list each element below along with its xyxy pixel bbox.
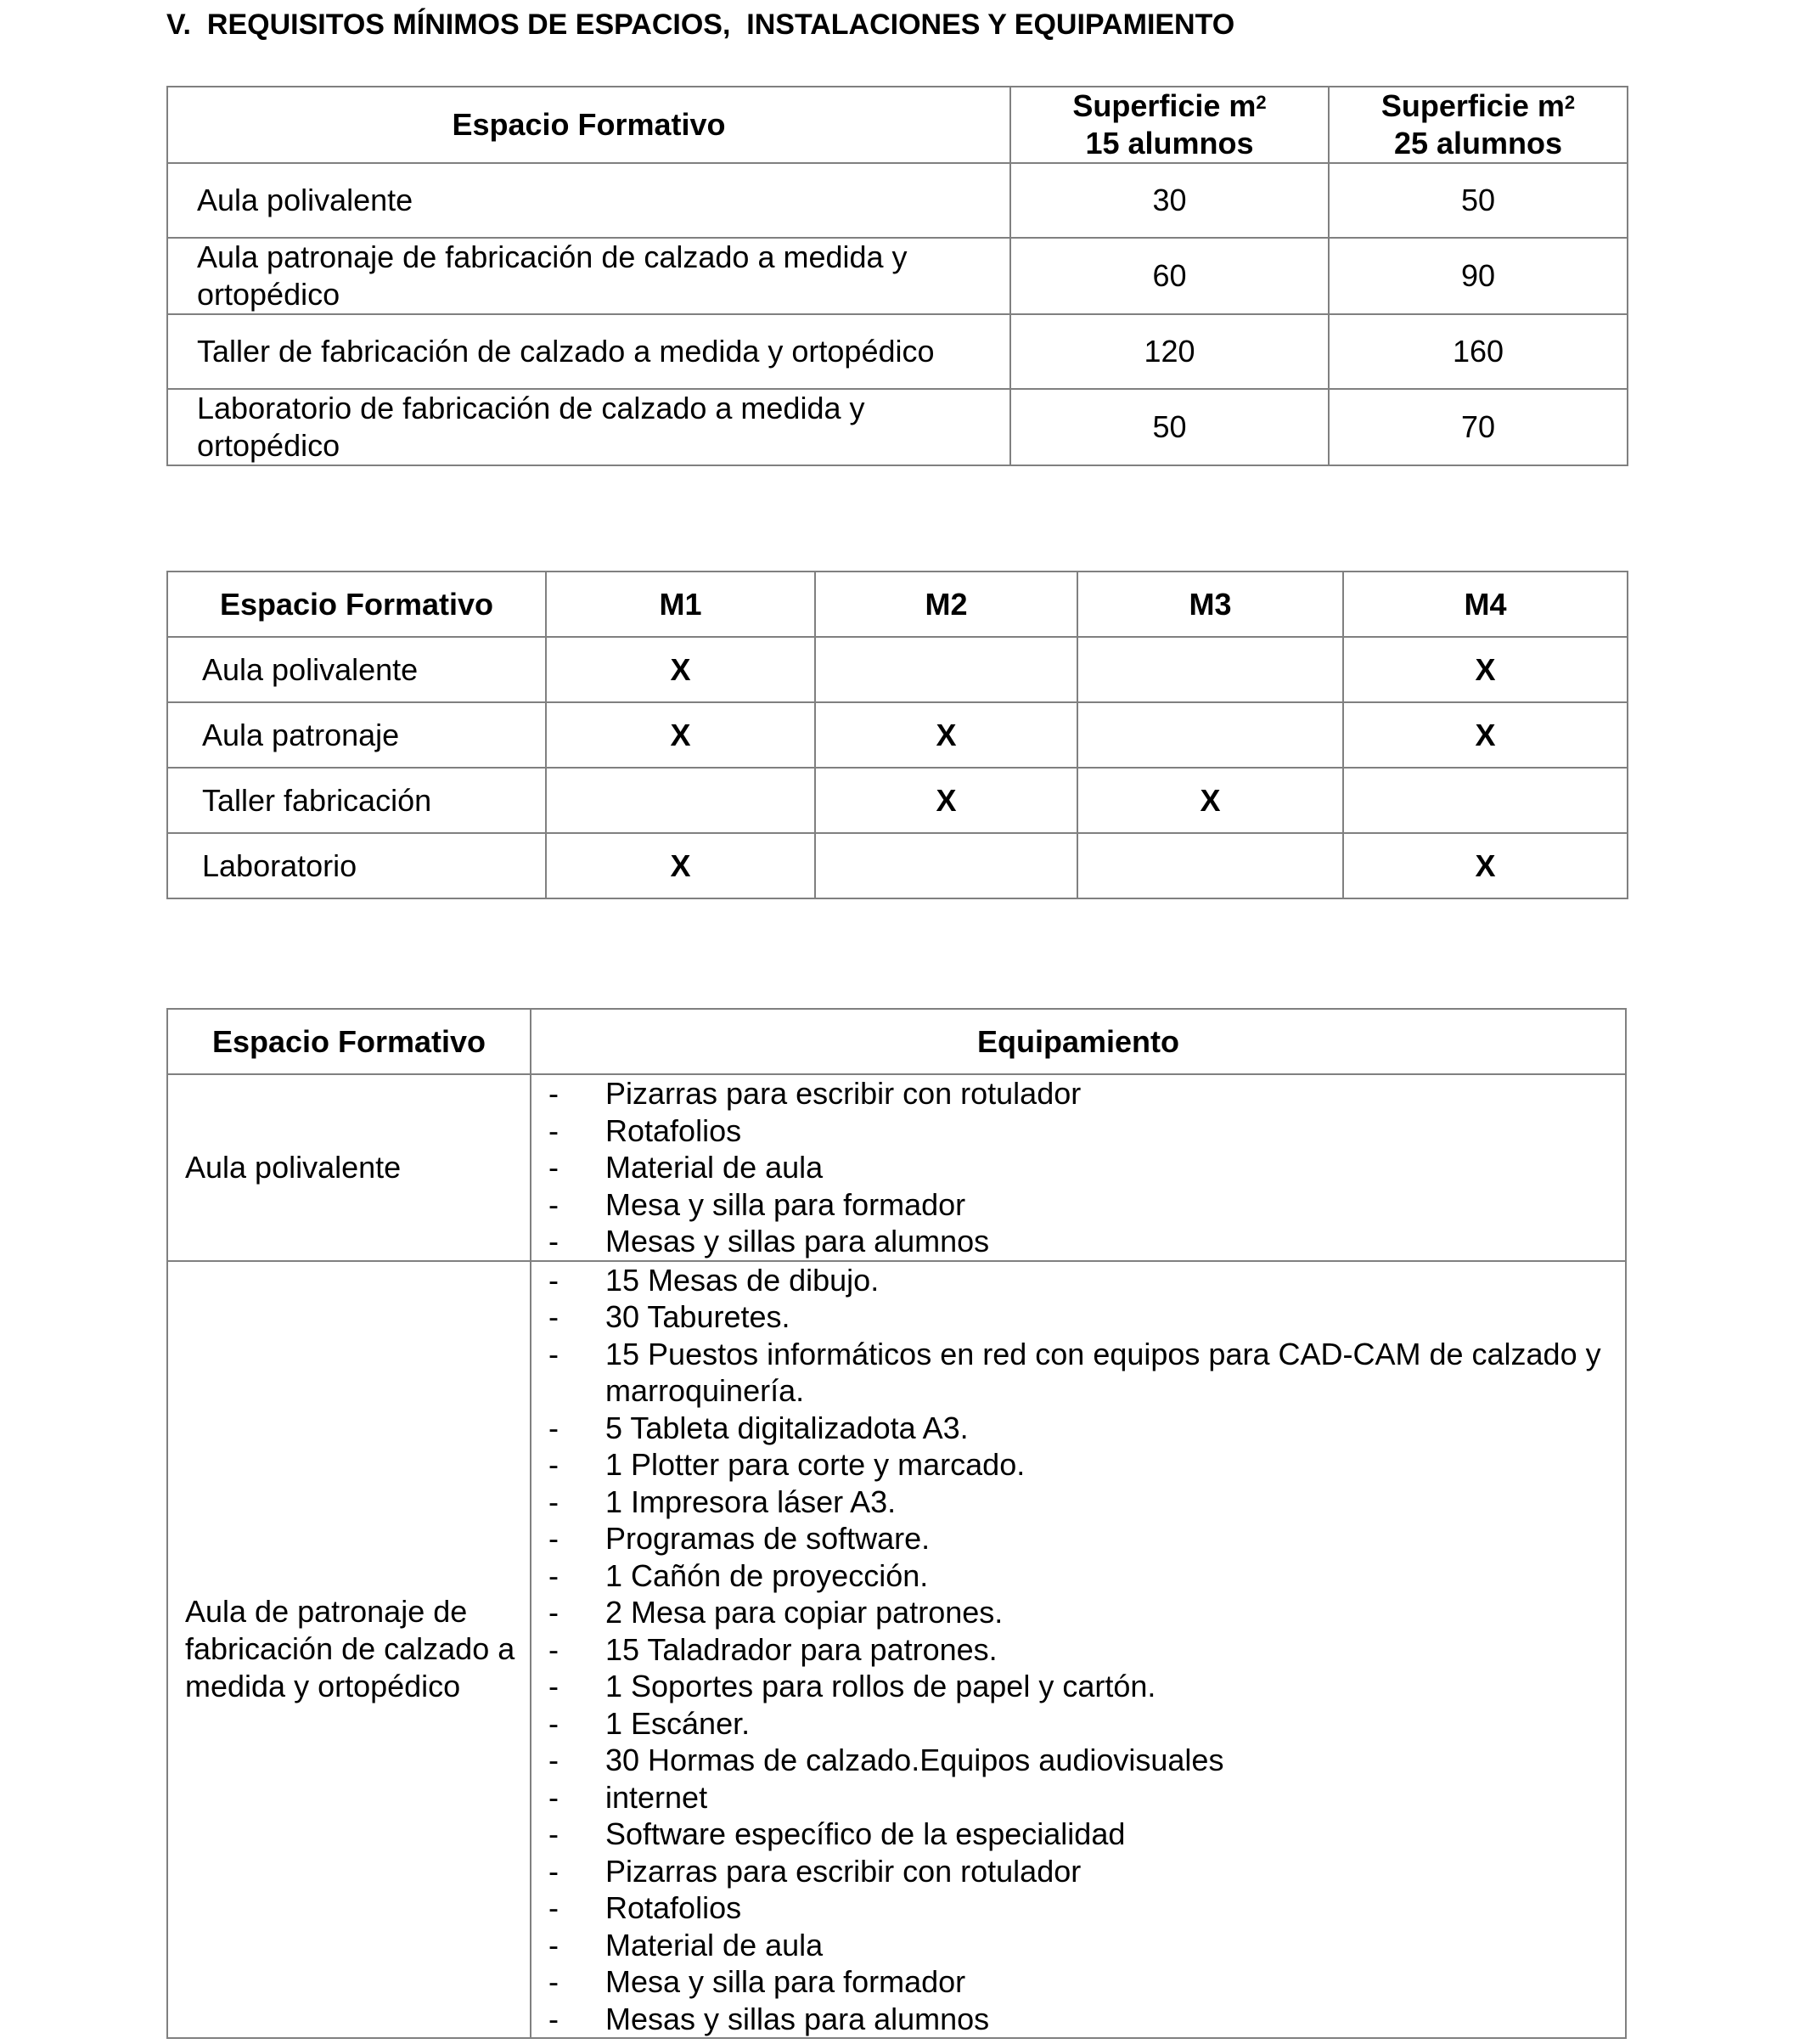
table-row <box>167 389 1628 465</box>
header-espacio-formativo: Espacio Formativo <box>167 87 1010 163</box>
surface-15: 60 <box>1010 238 1329 314</box>
header-superficie-15-students: 15 alumnos <box>1085 126 1254 160</box>
surface-table <box>166 86 1628 466</box>
list-item: - 30 Hormas de calzado.Equipos audiovisuales <box>531 1742 1625 1779</box>
surface-15: 50 <box>1010 389 1329 465</box>
equipment-list-cell <box>531 1261 1626 2039</box>
surface-table-header <box>167 87 1628 163</box>
equipment-list <box>531 1075 1625 1260</box>
list-item: - 5 Tableta digitalizadota A3. <box>531 1410 1625 1447</box>
header-espacio-formativo: Espacio Formativo <box>167 572 546 637</box>
surface-25: 70 <box>1329 389 1628 465</box>
header-equipamiento: Equipamiento <box>531 1009 1626 1074</box>
module-mark <box>815 637 1077 702</box>
list-item: - 1 Cañón de proyección. <box>531 1557 1625 1595</box>
header-module: M2 <box>815 572 1077 637</box>
space-name: Aula polivalente <box>167 637 546 702</box>
section-title: V. REQUISITOS MÍNIMOS DE ESPACIOS, INSTALACIONES Y EQUIPAMIENTO <box>166 8 1235 41</box>
table-row <box>167 238 1628 314</box>
list-item: - 1 Impresora láser A3. <box>531 1484 1625 1521</box>
surface-15: 30 <box>1010 163 1329 238</box>
space-name: Aula patronaje de fabricación de calzado a medida y ortopédico <box>167 238 1010 314</box>
header-espacio-formativo: Espacio Formativo <box>167 1009 531 1074</box>
list-item: - Software específico de la especialidad <box>531 1816 1625 1853</box>
list-item: - 15 Mesas de dibujo. <box>531 1262 1625 1299</box>
module-mark: X <box>815 768 1077 833</box>
surface-25: 50 <box>1329 163 1628 238</box>
header-superficie-25-sup: 2 <box>1564 92 1576 113</box>
space-name: Taller de fabricación de calzado a medida y ortopédico <box>167 314 1010 389</box>
list-item: - Mesas y sillas para alumnos <box>531 1223 1625 1260</box>
list-item: - Material de aula <box>531 1927 1625 1964</box>
space-name: Aula de patronaje de fabricación de calzado a medida y ortopédico <box>167 1261 531 2039</box>
module-mark: X <box>546 637 815 702</box>
header-module: M4 <box>1343 572 1628 637</box>
header-superficie-25-label: Superficie m <box>1380 88 1565 123</box>
list-item: - Mesa y silla para formador <box>531 1186 1625 1224</box>
surface-25: 90 <box>1329 238 1628 314</box>
list-item: - Pizarras para escribir con rotulador <box>531 1853 1625 1890</box>
surface-25: 160 <box>1329 314 1628 389</box>
table-row <box>167 1261 1626 2039</box>
module-mark: X <box>1343 702 1628 768</box>
header-superficie-15-sup: 2 <box>1256 92 1267 113</box>
module-mark: X <box>1077 768 1343 833</box>
module-mark: X <box>1343 833 1628 898</box>
list-item: - 1 Escáner. <box>531 1705 1625 1743</box>
equipment-table-header <box>167 1009 1626 1074</box>
list-item: - 1 Plotter para corte y marcado. <box>531 1446 1625 1484</box>
list-item: - Pizarras para escribir con rotulador <box>531 1075 1625 1112</box>
module-mark: X <box>546 833 815 898</box>
module-mark <box>815 833 1077 898</box>
table-row <box>167 702 1628 768</box>
table-row <box>167 833 1628 898</box>
module-mark: X <box>815 702 1077 768</box>
equipment-list <box>531 1262 1625 2038</box>
table-row <box>167 768 1628 833</box>
header-superficie-25 <box>1329 87 1628 163</box>
module-mark <box>1077 833 1343 898</box>
list-item: - Material de aula <box>531 1149 1625 1186</box>
module-mark: X <box>1343 637 1628 702</box>
list-item: - 15 Puestos informáticos en red con equipos para CAD-CAM de calzado y marroquinería. <box>531 1336 1625 1410</box>
module-mark <box>546 768 815 833</box>
list-item: - 15 Taladrador para patrones. <box>531 1631 1625 1669</box>
list-item: - 1 Soportes para rollos de papel y cartón. <box>531 1668 1625 1705</box>
header-module: M3 <box>1077 572 1343 637</box>
list-item: - internet <box>531 1779 1625 1816</box>
header-superficie-15-label: Superficie m <box>1072 88 1257 123</box>
space-name: Aula polivalente <box>167 1074 531 1261</box>
list-item: - Mesa y silla para formador <box>531 1963 1625 2001</box>
list-item: - Mesas y sillas para alumnos <box>531 2001 1625 2038</box>
table-row <box>167 163 1628 238</box>
space-name: Taller fabricación <box>167 768 546 833</box>
module-mark <box>1077 702 1343 768</box>
table-row <box>167 314 1628 389</box>
space-name: Aula polivalente <box>167 163 1010 238</box>
list-item: - Rotafolios <box>531 1889 1625 1927</box>
module-table-header <box>167 572 1628 637</box>
space-name: Laboratorio <box>167 833 546 898</box>
module-table <box>166 571 1628 899</box>
list-item: - Programas de software. <box>531 1520 1625 1557</box>
equipment-list-cell <box>531 1074 1626 1261</box>
table-row <box>167 1074 1626 1261</box>
module-mark <box>1077 637 1343 702</box>
table-row <box>167 637 1628 702</box>
list-item: - 30 Taburetes. <box>531 1298 1625 1336</box>
list-item: - Rotafolios <box>531 1112 1625 1150</box>
header-superficie-25-students: 25 alumnos <box>1393 126 1563 160</box>
space-name: Laboratorio de fabricación de calzado a medida y ortopédico <box>167 389 1010 465</box>
space-name: Aula patronaje <box>167 702 546 768</box>
list-item: - 2 Mesa para copiar patrones. <box>531 1594 1625 1631</box>
header-module: M1 <box>546 572 815 637</box>
equipment-table <box>166 1008 1627 2039</box>
module-mark: X <box>546 702 815 768</box>
header-superficie-15 <box>1010 87 1329 163</box>
module-mark <box>1343 768 1628 833</box>
surface-15: 120 <box>1010 314 1329 389</box>
